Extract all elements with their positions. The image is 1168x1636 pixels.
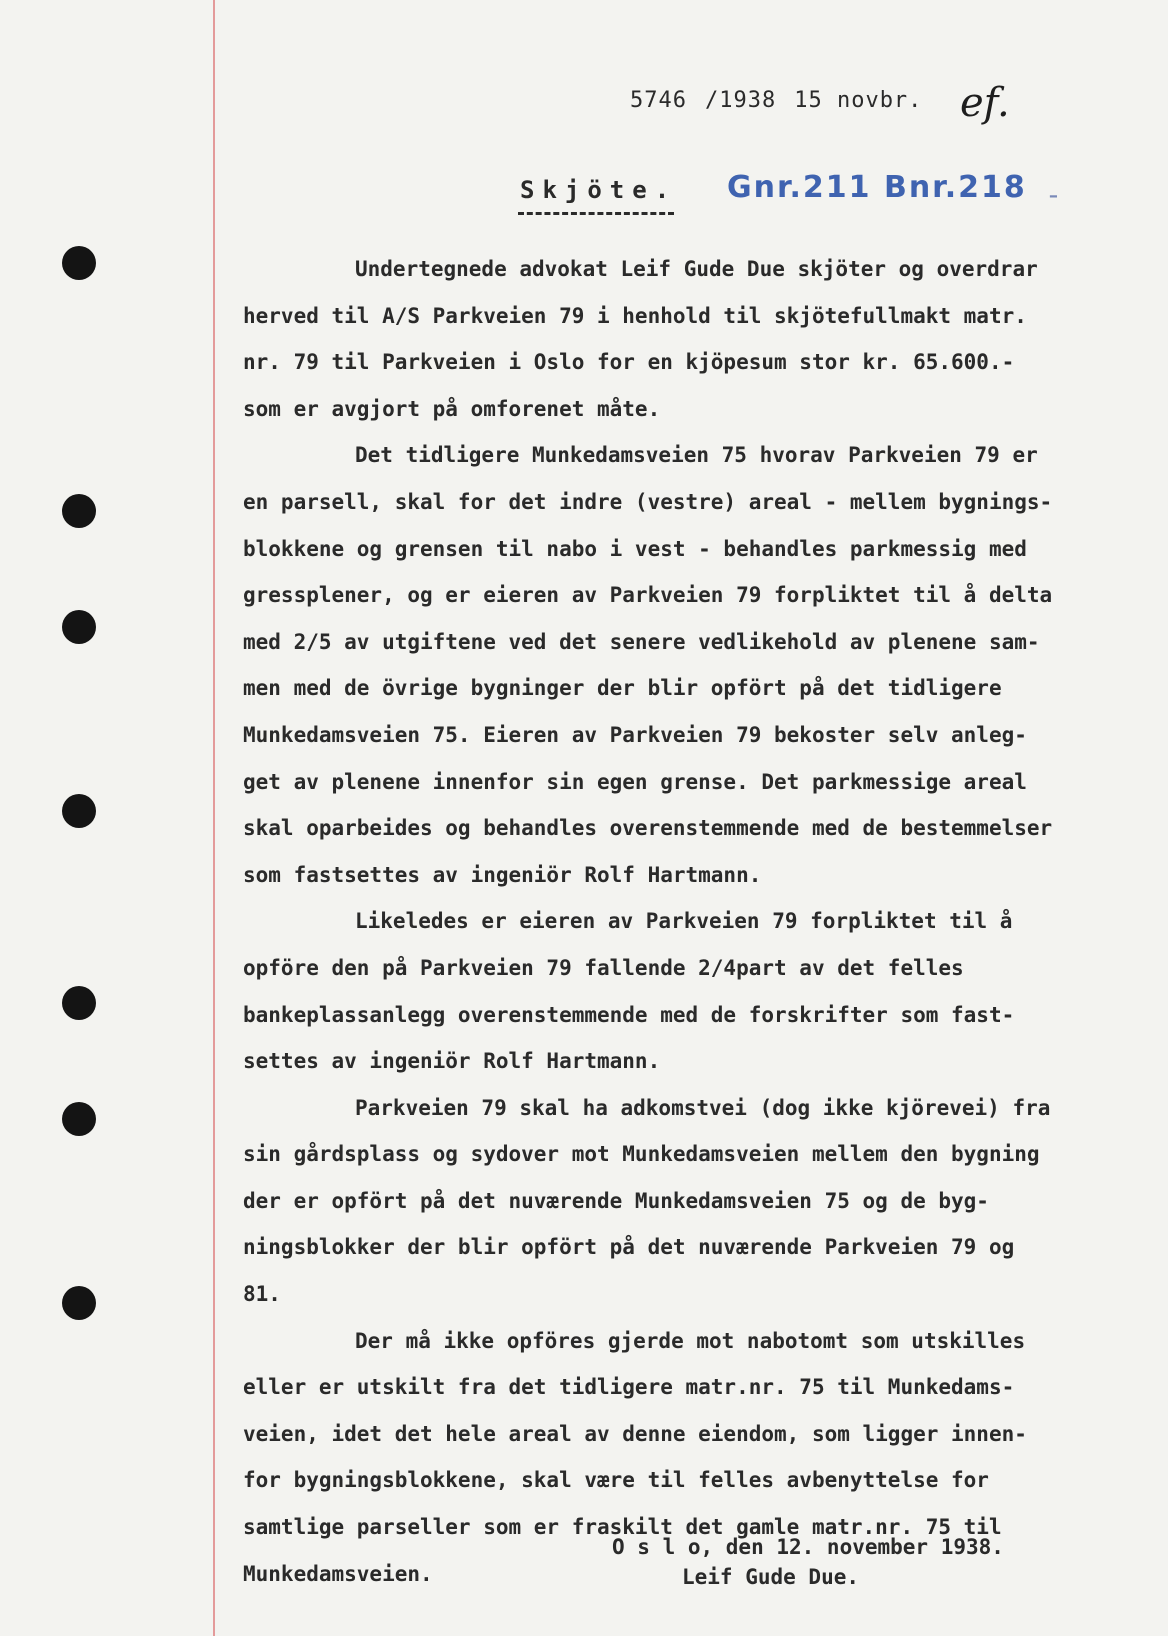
body-line: 81. (243, 1282, 281, 1307)
punch-hole (62, 986, 96, 1020)
closing-block (612, 1532, 1004, 1592)
body-line: en parsell, skal for det indre (vestre) areal - mellem bygnings- (243, 489, 1053, 514)
body-line: Parkveien 79 skal ha adkomstvei (dog ikke kjörevei) fra (355, 1095, 1051, 1120)
body-line: bankeplassanlegg overenstemmende med de forskrifter som fast- (243, 1002, 1015, 1027)
body-line: samtlige parseller som er fraskilt det gamle matr.nr. 75 til (243, 1515, 1002, 1540)
body-line: Der må ikke opföres gjerde mot nabotomt som utskilles (355, 1328, 1026, 1353)
body-line: Undertegnede advokat Leif Gude Due skjöter og overdrar (355, 257, 1038, 281)
body-line: som fastsettes av ingeniör Rolf Hartmann. (243, 862, 762, 887)
punch-hole (62, 494, 96, 528)
registration-year: /1938 (704, 88, 777, 113)
body-line: men med de övrige bygninger der blir opfört på det tidligere (243, 676, 1002, 701)
punch-hole (62, 1102, 96, 1136)
body-line: ningsblokker der blir opfört på det nuværende Parkveien 79 og (243, 1235, 1015, 1260)
property-stamp: Gnr.211 Bnr.218 (727, 170, 1027, 205)
body-line: sin gårdsplass og sydover mot Munkedamsveien mellem den bygning (243, 1142, 1040, 1167)
body-line: Munkedamsveien 75. Eieren av Parkveien 79 bekoster selv anleg- (243, 722, 1027, 747)
punch-hole (62, 610, 96, 644)
handwritten-initials: ef. (960, 80, 1010, 126)
header-reference (630, 88, 940, 113)
document-title: Skjöte. (520, 176, 678, 204)
body-line: settes av ingeniör Rolf Hartmann. (243, 1049, 661, 1074)
body-line: skal oparbeides og behandles overenstemmende med de bestemmelser (243, 816, 1053, 841)
place-date: O s l o, den 12. november 1938. (612, 1535, 1004, 1559)
registration-number: 5746 (630, 88, 687, 113)
document-body (243, 246, 1123, 1597)
margin-line (213, 0, 215, 1636)
body-line: som er avgjort på omforenet måte. (243, 396, 661, 421)
body-line: herved til A/S Parkveien 79 i henhold til skjötefullmakt matr. (243, 303, 1027, 328)
body-line: opföre den på Parkveien 79 fallende 2/4part av det felles (243, 955, 964, 980)
punch-hole (62, 246, 96, 280)
body-line: nr. 79 til Parkveien i Oslo for en kjöpesum stor kr. 65.600.- (243, 350, 1015, 375)
body-line: get av plenene innenfor sin egen grense. Det parkmessige areal (243, 769, 1027, 794)
body-line: Munkedamsveien. (243, 1561, 433, 1586)
body-line: gressplener, og er eieren av Parkveien 79 forpliktet til å delta (243, 583, 1053, 608)
title-underline (518, 212, 674, 215)
body-line: eller er utskilt fra det tidligere matr.nr. 75 til Munkedams- (243, 1375, 1015, 1400)
punch-hole (62, 794, 96, 828)
body-line: blokkene og grensen til nabo i vest - behandles parkmessig med (243, 536, 1027, 561)
stamp-mark: - (1045, 178, 1062, 211)
punch-hole (62, 1286, 96, 1320)
body-line: med 2/5 av utgiftene ved det senere vedlikehold av plenene sam- (243, 629, 1040, 654)
body-line: Likeledes er eieren av Parkveien 79 forpliktet til å (355, 909, 1013, 934)
body-line: for bygningsblokkene, skal være til felles avbenyttelse for (243, 1468, 989, 1493)
body-line: Det tidligere Munkedamsveien 75 hvorav Parkveien 79 er (355, 443, 1038, 468)
body-line: veien, idet det hele areal av denne eiendom, som ligger innen- (243, 1421, 1027, 1446)
signature-name: Leif Gude Due. (682, 1565, 860, 1589)
body-line: der er opfört på det nuværende Munkedamsveien 75 og de byg- (243, 1188, 989, 1213)
registration-date: 15 novbr. (794, 88, 923, 113)
